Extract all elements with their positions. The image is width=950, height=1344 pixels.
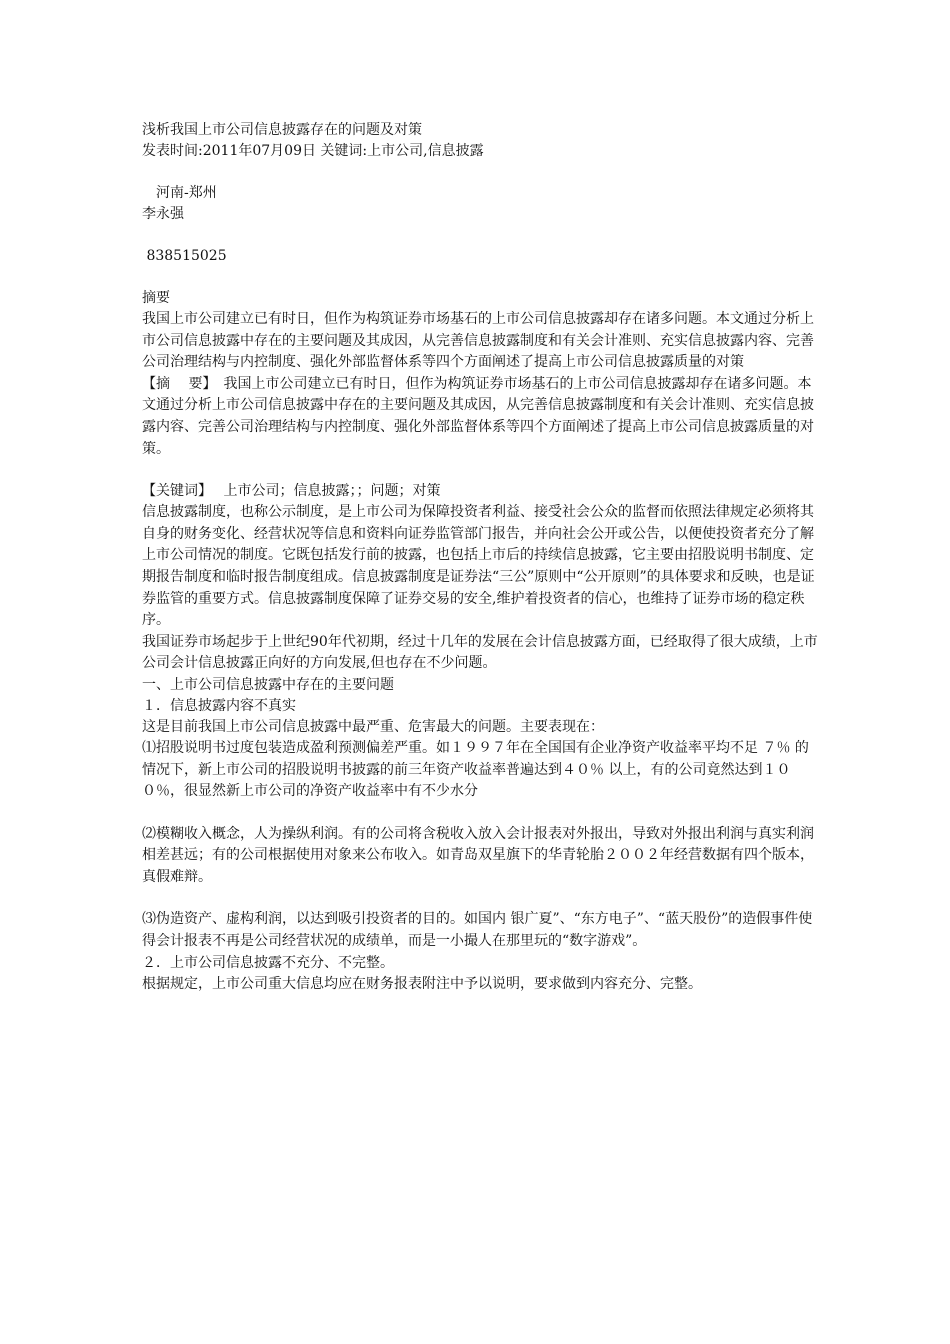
document-page (142, 120, 822, 995)
spacer (142, 162, 822, 183)
author-number: 838515025 (142, 248, 227, 264)
spacer (142, 225, 822, 246)
subsection-intro: 这是目前我国上市公司信息披露中最严重、危害最大的问题。主要表现在： (142, 718, 604, 735)
spacer (142, 803, 822, 824)
abstract-heading: 摘要 (142, 290, 170, 306)
abstract-body: 我国上市公司建立已有时日，但作为构筑证券市场基石的上市公司信息披露却存在诸多问题。本文通过分析上市公司信息披露中存在的主要问题及其成因，从完善信息披露制度和有关会计准则、充实信息披露内容、完善公司治理结构与内控制度、强化外部监督体系等四个方面阐述了提高上市公司信息披露质量的对策 (142, 311, 814, 371)
keywords-line: 【关键词】 上市公司；信息披露；；问题；对策 (142, 483, 441, 500)
author-name: 李永强 (142, 206, 184, 222)
subsection-heading: ２．上市公司信息披露不充分、不完整。 (142, 954, 394, 971)
list-item: ⑴招股说明书过度包装造成盈利预测偏差严重。如１９９７年在全国国有企业净资产收益率平均不足 ７％ 的情况下，新上市公司的招股说明书披露的前三年资产收益率普遍达到４０％ 以上，有的公司竟然达到１００％，很显然新上市公司的净资产收益率中有不少水分 (142, 739, 809, 800)
spacer (142, 888, 822, 909)
spacer (142, 460, 822, 481)
paragraph-disclosure-system: 信息披露制度，也称公示制度，是上市公司为保障投资者利益、接受社会公众的监督而依照法律规定必须将其自身的财务变化、经营状况等信息和资料向证券监管部门报告，并向社会公开或公告，以便使投资者充分了解上市公司情况的制度。它既包括发行前的披露，也包括上市后的持续信息披露，它主要由招股说明书制度、定期报告制度和临时报告制度组成。信息披露制度是证券法“三公”原则中“公开原则”的具体要求和反映，也是证券监管的重要方式。信息披露制度保障了证券交易的安全,维护着投资者的信心，也维持了证券市场的稳定秩序。 (142, 504, 815, 629)
list-item: ⑶伪造资产、虚构利润，以达到吸引投资者的目的。如国内 银广夏”、“东方电子”、“蓝天股份”的造假事件使得会计报表不再是公司经营状况的成绩单，而是一小撮人在那里玩的“数字游戏”。 (142, 911, 813, 950)
subsection-intro: 根据规定，上市公司重大信息均应在财务报表附注中予以说明，要求做到内容充分、完整。 (142, 975, 702, 992)
abstract-bracketed: 【摘 要】 我国上市公司建立已有时日，但作为构筑证券市场基石的上市公司信息披露却存在诸多问题。本文通过分析上市公司信息披露中存在的主要问题及其成因，从完善信息披露制度和有关会计准则、充实信息披露内容、完善公司治理结构与内控制度、强化外部监督体系等四个方面阐述了提高上市公司信息披露质量的对策。 (142, 375, 814, 457)
publish-meta: 发表时间:2011年07月09日 关键词:上市公司,信息披露 (142, 143, 484, 159)
paragraph-market-history: 我国证券市场起步于上世纪90年代初期，经过十几年的发展在会计信息披露方面，已经取得了很大成绩，上市公司会计信息披露正向好的方向发展,但也存在不少问题。 (142, 633, 818, 672)
section-heading: 一、上市公司信息披露中存在的主要问题 (142, 676, 394, 693)
list-item: ⑵模糊收入概念，人为操纵利润。有的公司将含税收入放入会计报表对外报出，导致对外报出利润与真实利润相差甚远；有的公司根据使用对象来公布收入。如青岛双星旗下的华青轮胎２００２年经营数据有四个版本，真假难辩。 (142, 825, 814, 885)
author-location: 河南-郑州 (142, 185, 217, 201)
spacer (142, 267, 822, 288)
subsection-heading: １．信息披露内容不真实 (142, 697, 296, 714)
document-title: 浅析我国上市公司信息披露存在的问题及对策 (142, 122, 422, 138)
